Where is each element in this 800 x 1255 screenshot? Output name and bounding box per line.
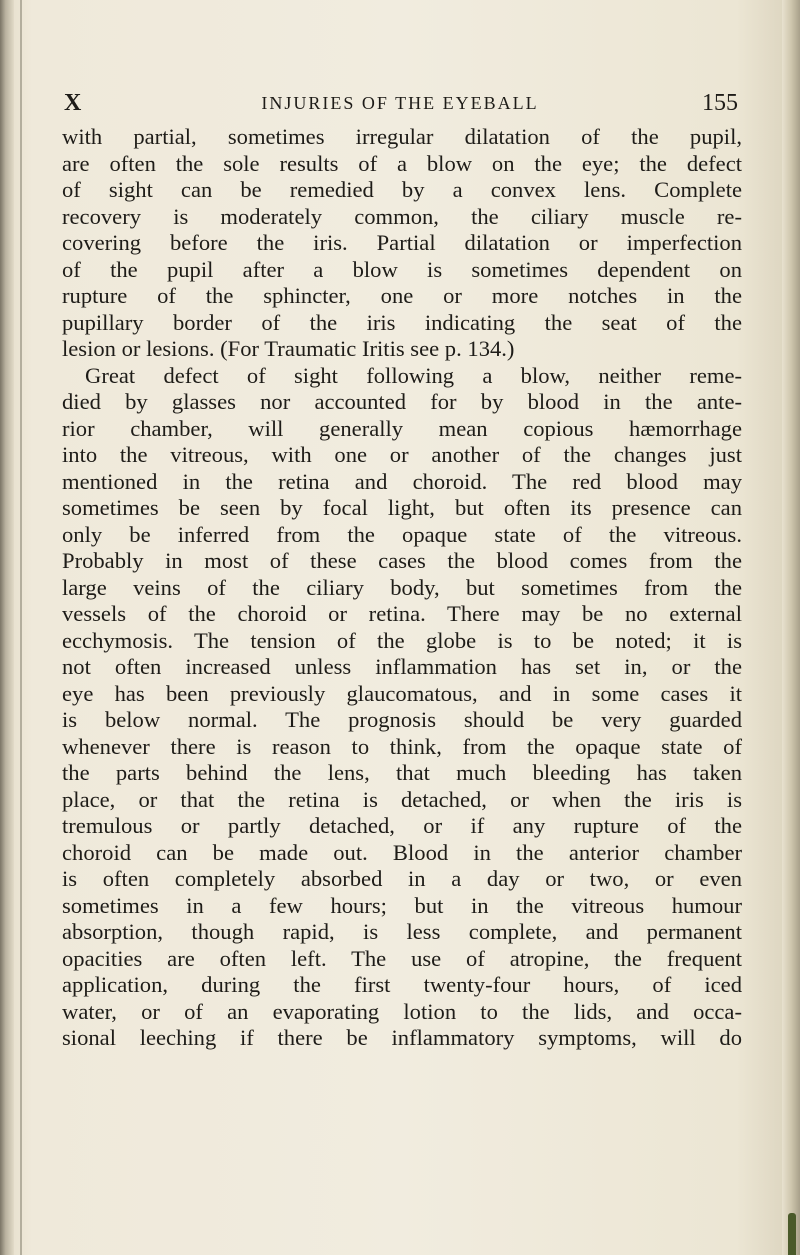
text-line: recovery is moderately common, the ciliary muscle re- <box>62 203 742 229</box>
page-edge <box>782 0 800 1255</box>
text-line: vessels of the choroid or retina. There may be no external <box>62 601 742 626</box>
text-line: is often completely absorbed in a day or two, or even <box>62 866 742 891</box>
text-line: sional leeching if there be inflammatory symptoms, will do <box>62 1025 742 1050</box>
text-line: of the pupil after a blow is sometimes dependent on <box>62 256 742 282</box>
text-line: sometimes in a few hours; but in the vitreous humour <box>62 892 742 918</box>
page-number: 155 <box>702 90 738 116</box>
text-line: opacities are often left. The use of atropine, the frequent <box>62 945 742 971</box>
text-line: eye has been previously glaucomatous, and in some cases it <box>62 680 742 706</box>
text-line: not often increased unless inflammation has set in, or the <box>62 654 742 679</box>
page-edge-mark <box>788 1213 796 1255</box>
text-line: the parts behind the lens, that much bleeding has taken <box>62 760 742 785</box>
chapter-number: X <box>64 90 82 116</box>
text-line: covering before the iris. Partial dilatation or imperfection <box>62 230 742 255</box>
text-line: into the vitreous, with one or another of the changes just <box>62 442 742 467</box>
running-header <box>62 90 738 120</box>
page-binding-line <box>20 0 22 1255</box>
text-line: absorption, though rapid, is less complete, and permanent <box>62 919 742 944</box>
running-title: INJURIES OF THE EYEBALL <box>261 93 539 113</box>
page-binding-shadow <box>0 0 14 1255</box>
text-line: with partial, sometimes irregular dilatation of the pupil, <box>62 124 742 149</box>
text-line: rior chamber, will generally mean copious hæmorrhage <box>62 415 742 441</box>
text-line: pupillary border of the iris indicating the seat of the <box>62 309 742 335</box>
text-line: are often the sole results of a blow on the eye; the defect <box>62 150 742 176</box>
text-line: Probably in most of these cases the blood comes from the <box>62 548 742 573</box>
text-line: mentioned in the retina and choroid. The red blood may <box>62 468 742 494</box>
text-line: application, during the first twenty-four hours, of iced <box>62 972 742 997</box>
text-line: of sight can be remedied by a convex lens. Complete <box>62 177 742 202</box>
text-line: large veins of the ciliary body, but sometimes from the <box>62 574 742 600</box>
text-line: ecchymosis. The tension of the globe is to be noted; it is <box>62 627 742 653</box>
text-line: is below normal. The prognosis should be very guarded <box>62 707 742 732</box>
text-line: rupture of the sphincter, one or more notches in the <box>62 283 742 308</box>
text-line: tremulous or partly detached, or if any rupture of the <box>62 813 742 838</box>
text-line: died by glasses nor accounted for by blood in the ante- <box>62 389 742 414</box>
text-line: sometimes be seen by focal light, but often its presence can <box>62 495 742 520</box>
body-text <box>62 124 742 1052</box>
text-line: choroid can be made out. Blood in the anterior chamber <box>62 839 742 865</box>
text-line: lesion or lesions. (For Traumatic Iritis see p. 134.) <box>62 336 515 361</box>
text-line: only be inferred from the opaque state of the vitreous. <box>62 521 742 547</box>
text-line: water, or of an evaporating lotion to the lids, and occa- <box>62 998 742 1024</box>
text-line: whenever there is reason to think, from the opaque state of <box>62 733 742 759</box>
text-line: Great defect of sight following a blow, neither reme- <box>85 362 742 388</box>
text-line: place, or that the retina is detached, or when the iris is <box>62 786 742 812</box>
